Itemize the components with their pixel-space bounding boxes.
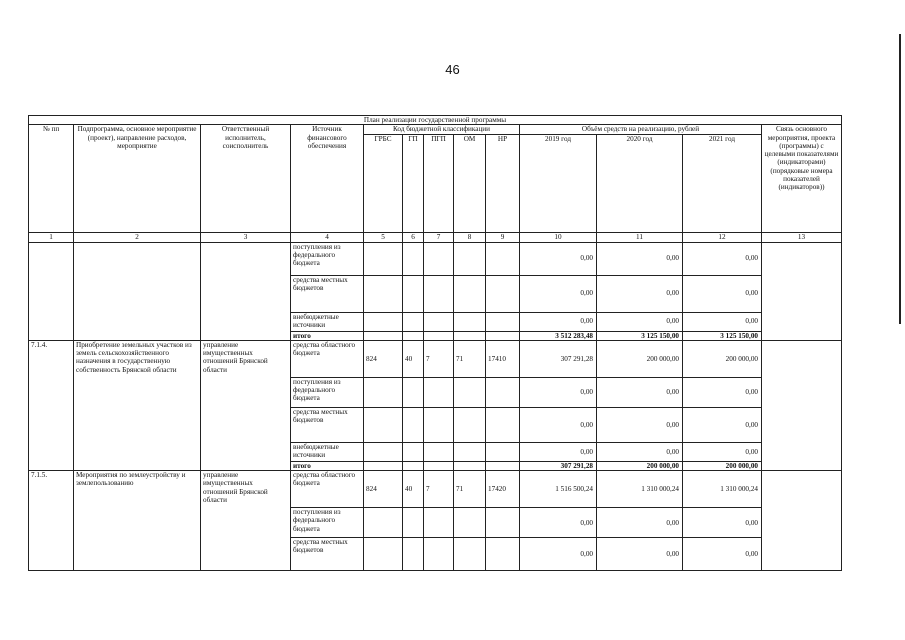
table-row — [29, 242, 842, 275]
page-number: 46 — [445, 62, 460, 77]
value-2019: 0,00 — [520, 538, 597, 571]
value-2020: 0,00 — [597, 275, 683, 312]
source-cell: средства местных бюджетов — [291, 275, 364, 312]
value-2019: 0,00 — [520, 275, 597, 312]
header-gp: ГП — [403, 134, 424, 232]
header-om: ОМ — [454, 134, 486, 232]
name-cell: Мероприятия по землеустройству и землепользованию — [74, 471, 201, 571]
link-cell — [762, 242, 842, 340]
plan-table — [28, 115, 842, 571]
gp-cell: 40 — [403, 340, 424, 377]
col-number: 5 — [364, 232, 403, 242]
value-2020: 200 000,00 — [597, 340, 683, 377]
header-pgp: ПГП — [424, 134, 454, 232]
value-2019: 0,00 — [520, 312, 597, 331]
source-cell: поступления из федерального бюджета — [291, 508, 364, 538]
col-number: 6 — [403, 232, 424, 242]
total-2019: 3 512 283,48 — [520, 331, 597, 340]
header-num: № пп — [29, 125, 74, 232]
pgp-cell: 7 — [424, 471, 454, 508]
grbs-cell: 824 — [364, 471, 403, 508]
responsible-cell: управление имущественных отношений Брянской области — [201, 340, 291, 470]
table-row — [29, 340, 842, 377]
num-cell: 7.1.5. — [29, 471, 74, 571]
value-2021: 0,00 — [683, 508, 762, 538]
link-cell — [762, 471, 842, 571]
value-2021: 1 310 000,24 — [683, 471, 762, 508]
total-2020: 3 125 150,00 — [597, 331, 683, 340]
header-2021: 2021 год — [683, 134, 762, 232]
source-cell: средства местных бюджетов — [291, 407, 364, 442]
column-number-row — [29, 232, 842, 242]
total-2019: 307 291,28 — [520, 461, 597, 470]
value-2021: 0,00 — [683, 242, 762, 275]
col-number: 1 — [29, 232, 74, 242]
source-cell: поступления из федерального бюджета — [291, 377, 364, 407]
source-cell: средства областного бюджета — [291, 340, 364, 377]
name-cell: Приобретение земельных участков из земель сельскохозяйственного назначения в государственную собственность Брянской области — [74, 340, 201, 470]
header-2019: 2019 год — [520, 134, 597, 232]
source-cell: внебюджетные источники — [291, 312, 364, 331]
grbs-cell: 824 — [364, 340, 403, 377]
value-2021: 200 000,00 — [683, 340, 762, 377]
value-2020: 0,00 — [597, 377, 683, 407]
value-2019: 1 516 500,24 — [520, 471, 597, 508]
table-caption: План реализации государственной программы — [29, 116, 842, 125]
col-number: 11 — [597, 232, 683, 242]
col-number: 4 — [291, 232, 364, 242]
responsible-cell: управление имущественных отношений Брянской области — [201, 471, 291, 571]
total-2021: 200 000,00 — [683, 461, 762, 470]
value-2020: 0,00 — [597, 508, 683, 538]
pgp-cell: 7 — [424, 340, 454, 377]
header-volume-group: Объём средств на реализацию, рублей — [520, 125, 762, 134]
value-2019: 0,00 — [520, 508, 597, 538]
value-2019: 0,00 — [520, 407, 597, 442]
col-number: 8 — [454, 232, 486, 242]
col-number: 7 — [424, 232, 454, 242]
col-number: 10 — [520, 232, 597, 242]
col-number: 9 — [486, 232, 520, 242]
col-number: 12 — [683, 232, 762, 242]
col-number: 13 — [762, 232, 842, 242]
total-2021: 3 125 150,00 — [683, 331, 762, 340]
source-cell: итого — [291, 461, 364, 470]
om-cell: 71 — [454, 340, 486, 377]
header-responsible: Ответственный исполнитель, соисполнитель — [201, 125, 291, 232]
value-2020: 1 310 000,24 — [597, 471, 683, 508]
value-2019: 307 291,28 — [520, 340, 597, 377]
num-cell — [29, 242, 74, 340]
value-2021: 0,00 — [683, 538, 762, 571]
header-link: Связь основного мероприятия, проекта (программы) с целевыми показателями (индикаторами) (порядковые номера показателей (индикаторов)) — [762, 125, 842, 232]
value-2021: 0,00 — [683, 312, 762, 331]
total-2020: 200 000,00 — [597, 461, 683, 470]
col-number: 2 — [74, 232, 201, 242]
value-2019: 0,00 — [520, 442, 597, 461]
value-2020: 0,00 — [597, 407, 683, 442]
value-2021: 0,00 — [683, 275, 762, 312]
value-2019: 0,00 — [520, 242, 597, 275]
nr-cell: 17410 — [486, 340, 520, 377]
source-cell: средства областного бюджета — [291, 471, 364, 508]
value-2019: 0,00 — [520, 377, 597, 407]
header-2020: 2020 год — [597, 134, 683, 232]
nr-cell: 17420 — [486, 471, 520, 508]
responsible-cell — [201, 242, 291, 340]
header-subprogram: Подпрограмма, основное мероприятие (проект), направление расходов, мероприятие — [74, 125, 201, 232]
link-cell — [762, 340, 842, 470]
value-2020: 0,00 — [597, 312, 683, 331]
source-cell: поступления из федерального бюджета — [291, 242, 364, 275]
value-2021: 0,00 — [683, 407, 762, 442]
value-2020: 0,00 — [597, 242, 683, 275]
source-cell: средства местных бюджетов — [291, 538, 364, 571]
source-cell: внебюджетные источники — [291, 442, 364, 461]
value-2020: 0,00 — [597, 538, 683, 571]
source-cell: итого — [291, 331, 364, 340]
value-2021: 0,00 — [683, 442, 762, 461]
value-2021: 0,00 — [683, 377, 762, 407]
num-cell: 7.1.4. — [29, 340, 74, 470]
table-row — [29, 471, 842, 508]
col-number: 3 — [201, 232, 291, 242]
value-2020: 0,00 — [597, 442, 683, 461]
header-nr: НР — [486, 134, 520, 232]
header-bk-group: Код бюджетной классификации — [364, 125, 520, 134]
header-source: Источник финансового обеспечения — [291, 125, 364, 232]
om-cell: 71 — [454, 471, 486, 508]
name-cell — [74, 242, 201, 340]
header-grbs: ГРБС — [364, 134, 403, 232]
gp-cell: 40 — [403, 471, 424, 508]
scan-edge-line — [899, 34, 901, 324]
